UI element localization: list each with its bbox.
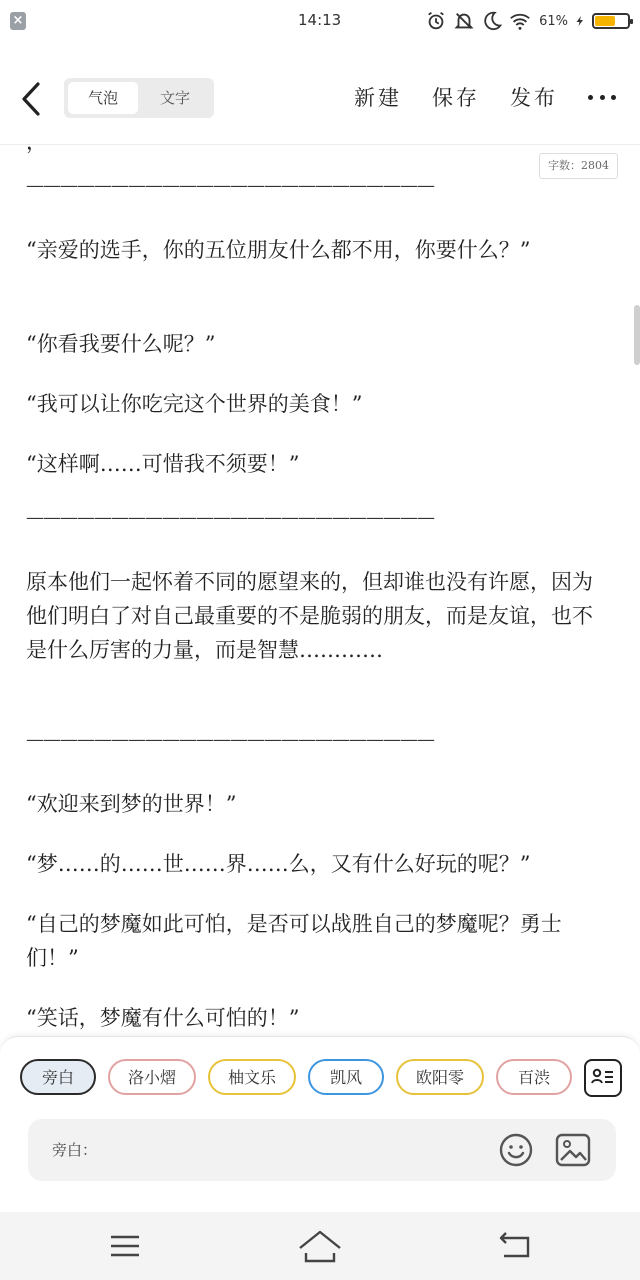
paragraph: “自己的梦魔如此可怕，是否可以战胜自己的梦魔呢？勇士们！”	[26, 912, 562, 970]
divider-line: ————————————————————————	[26, 175, 434, 196]
paragraph: “梦……的……世……界……么，又有什么好玩的呢？”	[26, 852, 531, 876]
role-panel	[0, 1036, 640, 1213]
tab-text[interactable]: 文字	[159, 89, 190, 107]
publish-button[interactable]: 发布	[510, 86, 558, 110]
menu-icon[interactable]	[100, 1226, 150, 1266]
mode-switch	[64, 78, 214, 118]
scrollbar-thumb[interactable]	[634, 305, 640, 365]
image-icon[interactable]	[554, 1132, 592, 1168]
system-nav-bar	[0, 1212, 640, 1280]
partial-line: ，	[26, 130, 47, 154]
back-icon[interactable]	[16, 78, 50, 120]
save-button[interactable]: 保存	[432, 86, 480, 110]
divider-line: ————————————————————————	[26, 507, 434, 528]
more-icon[interactable]	[588, 93, 616, 101]
role-chip[interactable]: 凯风	[308, 1059, 384, 1095]
paragraph: “这样啊……可惜我不须要！”	[26, 452, 300, 476]
new-button[interactable]: 新建	[354, 86, 402, 110]
charging-icon	[574, 10, 586, 32]
role-chip[interactable]: 百渋	[496, 1059, 572, 1095]
role-chip[interactable]: 柚文乐	[208, 1059, 296, 1095]
return-icon[interactable]	[490, 1226, 540, 1266]
editor-content[interactable]	[0, 130, 640, 1035]
alarm-icon	[425, 10, 447, 32]
moon-icon	[481, 10, 503, 32]
dialogue-input-box	[28, 1119, 616, 1181]
dialogue-input[interactable]	[106, 1133, 490, 1169]
status-icons	[425, 9, 630, 33]
battery-icon	[592, 13, 630, 29]
tab-bubble[interactable]: 气泡	[68, 82, 138, 114]
paragraph: “亲爱的选手，你的五位朋友什么都不用，你要什么？”	[26, 238, 531, 262]
emoji-icon[interactable]	[498, 1132, 534, 1168]
mute-bell-icon	[453, 10, 475, 32]
role-chip[interactable]: 旁白	[20, 1059, 96, 1095]
divider-line: ————————————————————————	[26, 729, 434, 750]
wifi-icon	[509, 10, 531, 32]
paragraph: “我可以让你吃完这个世界的美食！”	[26, 392, 363, 416]
role-chip[interactable]: 欧阳零	[396, 1059, 484, 1095]
role-list-button[interactable]	[584, 1059, 622, 1097]
paragraph: 原本他们一起怀着不同的愿望来的，但却谁也没有许愿，因为他们明白了对自己最重要的不是脆弱的朋友，而是友谊，也不是什么厉害的力量，而是智慧…………	[26, 570, 593, 662]
paragraph: “欢迎来到梦的世界！”	[26, 792, 237, 816]
paragraph: “笑话，梦魔有什么可怕的！”	[26, 1006, 300, 1030]
battery-percent: 61%	[539, 13, 568, 29]
status-bar	[0, 0, 640, 42]
battery-level	[595, 16, 615, 26]
role-list-icon	[586, 1061, 620, 1095]
home-icon[interactable]	[295, 1226, 345, 1266]
input-role-label: 旁白：	[52, 1141, 98, 1159]
status-time: 14:13	[298, 11, 342, 29]
role-chip[interactable]: 洛小熠	[108, 1059, 196, 1095]
paragraph: “你看我要什么呢？”	[26, 332, 216, 356]
close-badge-icon: ×	[10, 12, 26, 30]
header-actions	[354, 82, 616, 112]
role-chip-list	[20, 1059, 568, 1101]
word-count-badge: 字数：2804	[539, 153, 618, 179]
